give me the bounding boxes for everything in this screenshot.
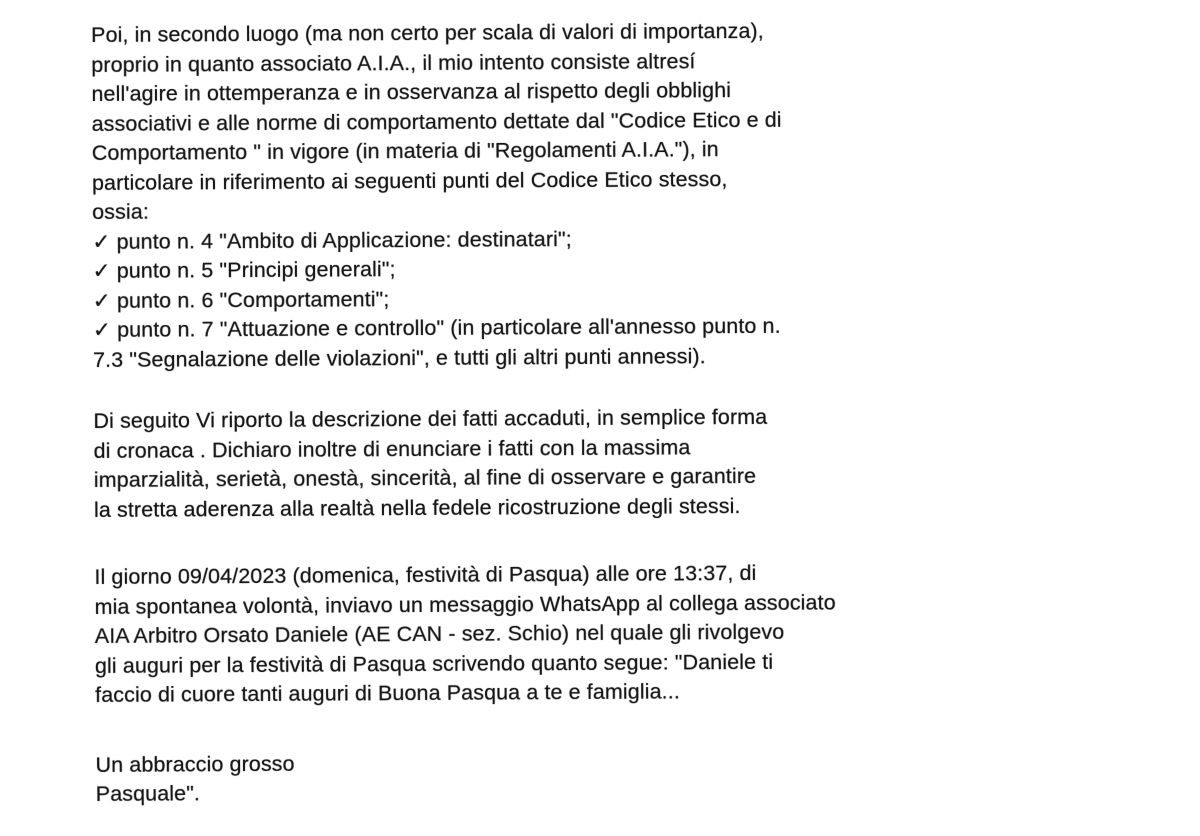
text-line: mia spontanea volontà, inviavo un messaggio WhatsApp al collega associato [94, 589, 836, 619]
text-line: di cronaca . Dichiaro inoltre di enunciare i fatti con la massima [93, 434, 691, 463]
text-line: associativi e alle norme di comportamento dettate dal "Codice Etico e di [91, 107, 782, 136]
checklist-item-punto-7: ✓ punto n. 7 "Attuazione e controllo" (in particolare all'annesso punto n. [92, 313, 781, 342]
text-line: ossia: [92, 199, 150, 224]
whatsapp-message-paragraph [94, 557, 1155, 711]
text-line: gli auguri per la festività di Pasqua scrivendo quanto segue: "Daniele ti [94, 649, 774, 678]
text-line: particolare in riferimento ai seguenti punti del Codice Etico stesso, [91, 166, 728, 195]
text-line: nell'agire in ottemperanza e in osservanza al rispetto degli obblighi [91, 78, 732, 106]
closing-line: Un abbraccio grosso [95, 751, 295, 777]
text-line: Il giorno 09/04/2023 (domenica, festività di Pasqua) alle ore 13:37, di [94, 560, 757, 589]
text-line: Comportamento " in vigore (in materia di "Regolamenti A.I.A."), in [91, 137, 719, 165]
text-line: la stretta aderenza alla realtà nella fedele ricostruzione degli stessi. [93, 493, 741, 522]
intro-paragraph [91, 15, 1152, 228]
text-line: AIA Arbitro Orsato Daniele (AE CAN - sez. Schio) nel quale gli rivolgevo [94, 619, 785, 648]
checklist-item-punto-7-continued: 7.3 "Segnalazione delle violazioni", e tutti gli altri punti annessi). [92, 343, 706, 372]
codice-etico-points-checklist [92, 221, 1153, 375]
text-line: imparzialità, serietà, onestà, sincerità, al fine di osservare e garantire [93, 463, 757, 492]
checklist-item-punto-5: ✓ punto n. 5 "Principi generali"; [92, 257, 396, 283]
text-line: proprio in quanto associato A.I.A., il mio intento consiste altresí [91, 48, 696, 77]
signature-closing [95, 744, 1155, 809]
text-line: faccio di cuore tanti auguri di Buona Pasqua a te e famiglia... [95, 679, 680, 707]
document-text-area [91, 15, 1156, 810]
text-line: Poi, in secondo luogo (ma non certo per scala di valori di importanza), [91, 18, 764, 47]
text-line: Di seguito Vi riporto la descrizione dei fatti accaduti, in semplice forma [93, 404, 768, 433]
signature-name: Pasquale". [95, 781, 201, 806]
facts-declaration-paragraph [93, 401, 1154, 525]
checklist-item-punto-4: ✓ punto n. 4 "Ambito di Applicazione: destinatari"; [92, 226, 572, 254]
checklist-item-punto-6: ✓ punto n. 6 "Comportamenti"; [92, 286, 390, 313]
